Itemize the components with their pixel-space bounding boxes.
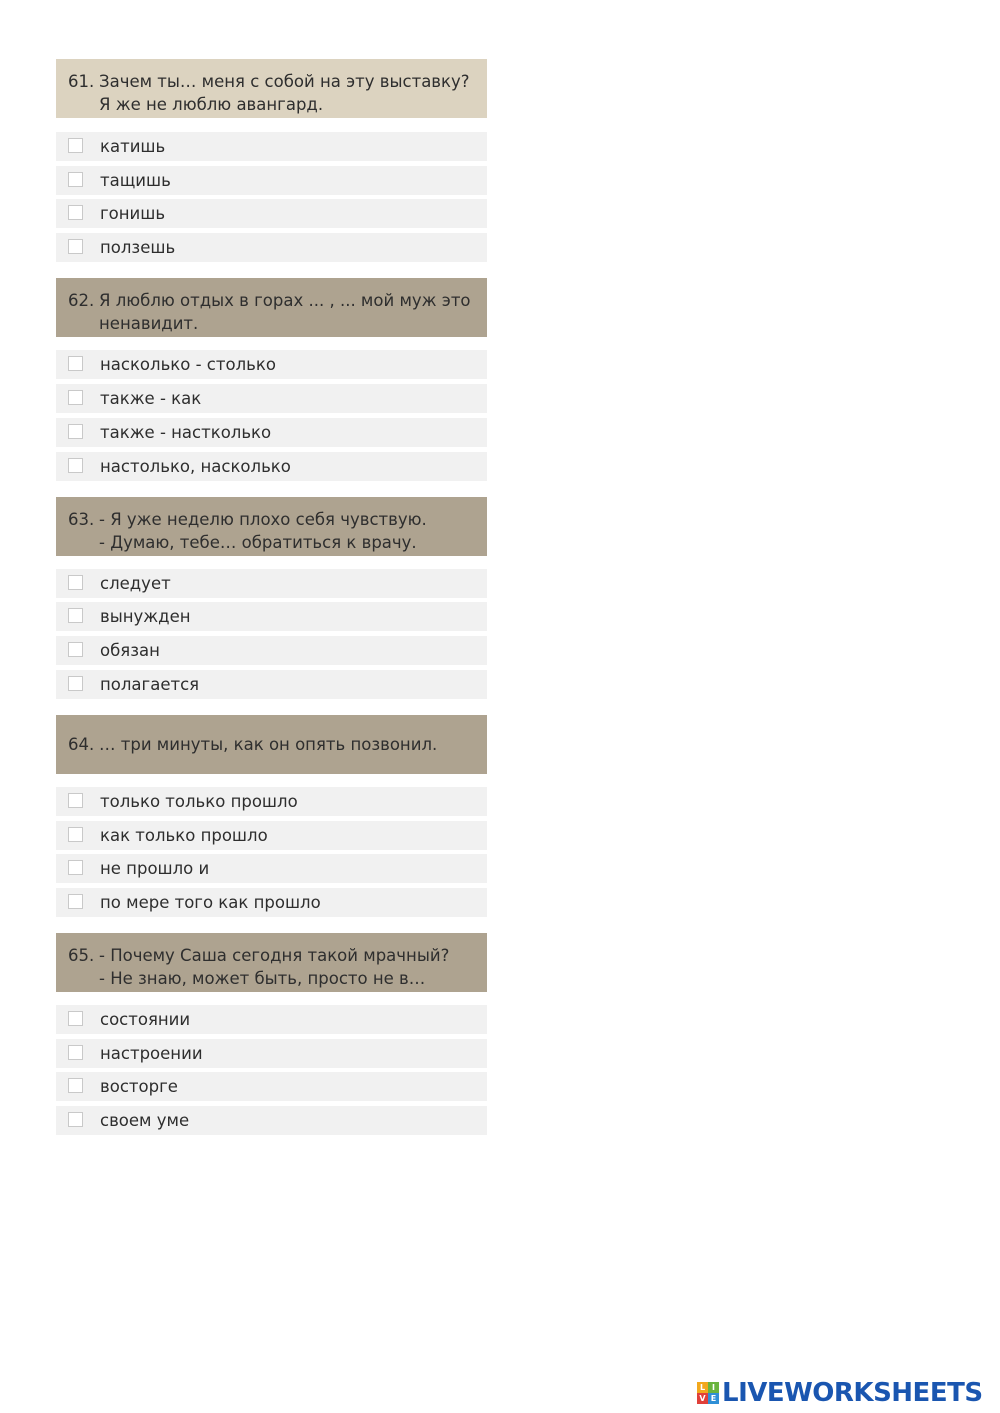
- answer-option[interactable]: [56, 1005, 487, 1034]
- question-65-header: [56, 933, 487, 992]
- question-64-header: [56, 715, 487, 774]
- question-text: Я люблю отдых в горах ... , ... мой муж это ненавидит.: [99, 291, 471, 333]
- checkbox[interactable]: [68, 793, 83, 808]
- question-61-header: [56, 59, 487, 118]
- answer-label: состоянии: [100, 1010, 191, 1029]
- answer-label: настроении: [100, 1044, 203, 1063]
- answer-label: катишь: [100, 137, 166, 156]
- logo-letter: V: [697, 1393, 708, 1404]
- logo-letter: E: [708, 1393, 719, 1404]
- answer-label: обязан: [100, 641, 160, 660]
- answer-option[interactable]: [56, 569, 487, 598]
- checkbox[interactable]: [68, 138, 83, 153]
- answer-option[interactable]: [56, 1106, 487, 1135]
- checkbox[interactable]: [68, 458, 83, 473]
- checkbox[interactable]: [68, 424, 83, 439]
- question-number: 62.: [68, 291, 95, 310]
- question-text: Зачем ты… меня с собой на эту выставку? Я же не люблю авангард.: [99, 72, 470, 114]
- answer-option[interactable]: [56, 854, 487, 883]
- checkbox[interactable]: [68, 172, 83, 187]
- checkbox[interactable]: [68, 642, 83, 657]
- answer-option[interactable]: [56, 1039, 487, 1068]
- answer-option[interactable]: [56, 199, 487, 228]
- answer-label: своем уме: [100, 1111, 190, 1130]
- checkbox[interactable]: [68, 390, 83, 405]
- answer-option[interactable]: [56, 166, 487, 195]
- answer-option[interactable]: [56, 1072, 487, 1101]
- checkbox[interactable]: [68, 575, 83, 590]
- answer-label: по мере того как прошло: [100, 893, 321, 912]
- answer-option[interactable]: [56, 821, 487, 850]
- checkbox[interactable]: [68, 1045, 83, 1060]
- answer-option[interactable]: [56, 670, 487, 699]
- answer-label: настолько, насколько: [100, 457, 291, 476]
- logo-letter: I: [708, 1382, 719, 1393]
- checkbox[interactable]: [68, 860, 83, 875]
- answer-option[interactable]: [56, 132, 487, 161]
- answer-option[interactable]: [56, 384, 487, 413]
- answer-option[interactable]: [56, 452, 487, 481]
- answer-label: ползешь: [100, 238, 176, 257]
- answer-label: только только прошло: [100, 792, 298, 811]
- answer-label: полагается: [100, 675, 200, 694]
- checkbox[interactable]: [68, 1112, 83, 1127]
- question-62-header: [56, 278, 487, 337]
- answer-option[interactable]: [56, 418, 487, 447]
- checkbox[interactable]: [68, 894, 83, 909]
- answer-label: также - настколько: [100, 423, 272, 442]
- checkbox[interactable]: [68, 356, 83, 371]
- answer-option[interactable]: [56, 233, 487, 262]
- liveworksheets-logo-icon: [697, 1382, 719, 1404]
- answer-option[interactable]: [56, 350, 487, 379]
- answer-option[interactable]: [56, 602, 487, 631]
- checkbox[interactable]: [68, 205, 83, 220]
- question-number: 61.: [68, 72, 95, 91]
- question-number: 63.: [68, 510, 95, 529]
- answer-label: тащишь: [100, 171, 171, 190]
- logo-text: LIVEWORKSHEETS: [722, 1378, 983, 1408]
- checkbox[interactable]: [68, 608, 83, 623]
- answer-option[interactable]: [56, 636, 487, 665]
- answer-label: следует: [100, 574, 171, 593]
- question-number: 65.: [68, 946, 95, 965]
- logo-letter: L: [697, 1382, 708, 1393]
- question-63-header: [56, 497, 487, 556]
- question-text: … три минуты, как он опять позвонил.: [99, 735, 438, 754]
- question-text: - Почему Саша сегодня такой мрачный? - Не знаю, может быть, просто не в…: [99, 946, 450, 988]
- answer-option[interactable]: [56, 888, 487, 917]
- answer-label: вынужден: [100, 607, 191, 626]
- answer-label: не прошло и: [100, 859, 210, 878]
- checkbox[interactable]: [68, 676, 83, 691]
- answer-label: как только прошло: [100, 826, 268, 845]
- checkbox[interactable]: [68, 1011, 83, 1026]
- question-text: - Я уже неделю плохо себя чувствую. - Думаю, тебе… обратиться к врачу.: [99, 510, 427, 552]
- answer-label: также - как: [100, 389, 202, 408]
- question-number: 64.: [68, 735, 95, 754]
- answer-label: гонишь: [100, 204, 166, 223]
- answer-label: восторге: [100, 1077, 178, 1096]
- liveworksheets-logo: [697, 1378, 983, 1408]
- checkbox[interactable]: [68, 239, 83, 254]
- answer-label: насколько - столько: [100, 355, 276, 374]
- answer-option[interactable]: [56, 787, 487, 816]
- checkbox[interactable]: [68, 1078, 83, 1093]
- checkbox[interactable]: [68, 827, 83, 842]
